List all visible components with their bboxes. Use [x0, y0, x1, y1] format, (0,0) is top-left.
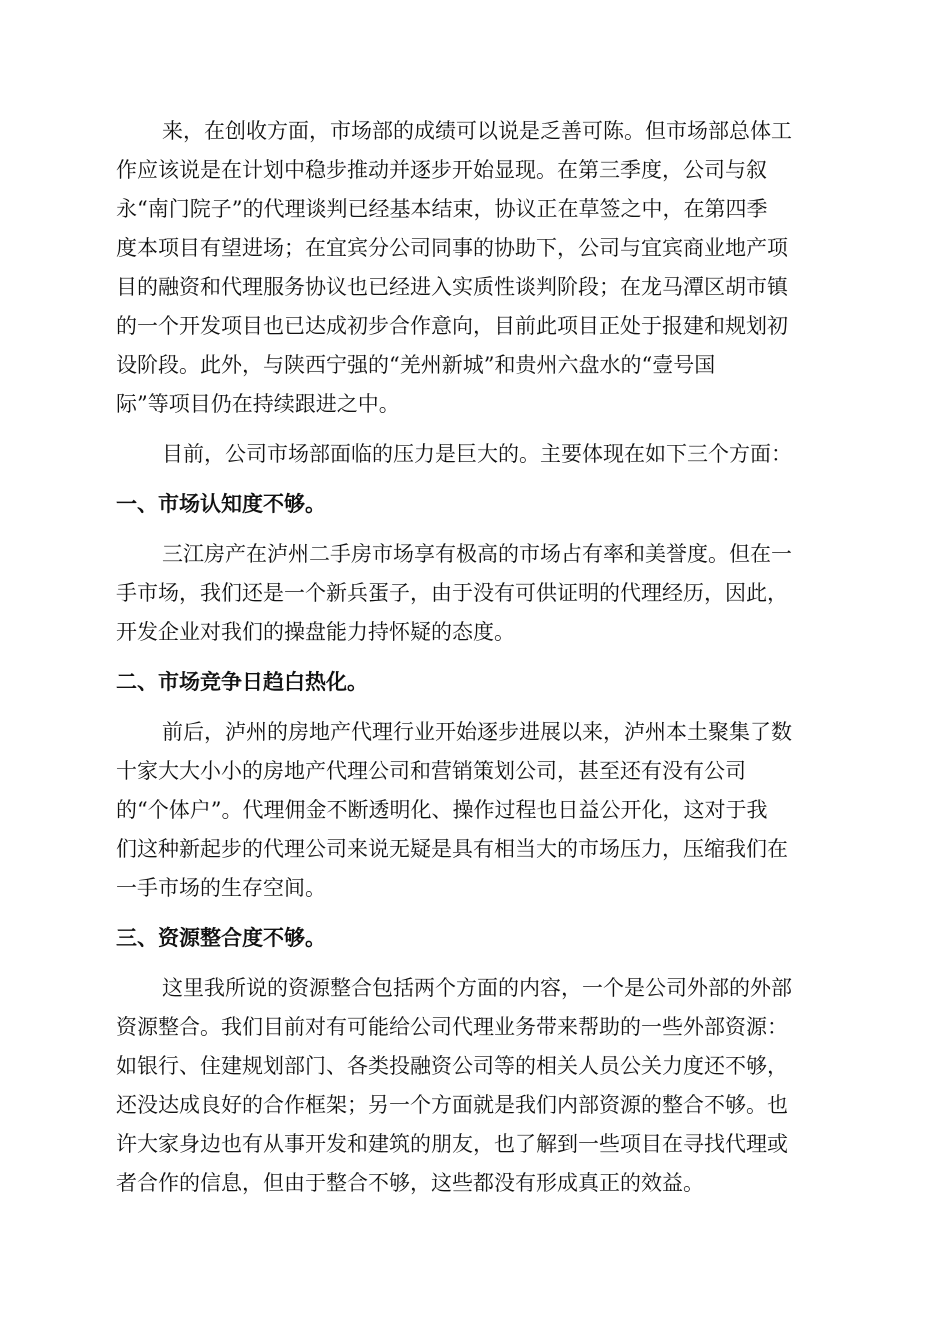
- text-line: 三江房产在泸州二手房市场享有极高的市场占有率和美誉度。但在一: [162, 542, 792, 566]
- text-line: 际”等项目仍在持续跟进之中。: [116, 392, 400, 416]
- text-line: 目的融资和代理服务协议也已经进入实质性谈判阶段；在龙马潭区胡市镇: [116, 275, 788, 299]
- paragraph-pressure: [116, 435, 832, 474]
- text-line: 者合作的信息，但由于整合不够，这些都没有形成真正的效益。: [116, 1171, 704, 1195]
- document-body: [116, 112, 832, 1203]
- text-line: 来，在创收方面，市场部的成绩可以说是乏善可陈。但市场部总体工: [162, 119, 792, 143]
- section-heading-3: 三、资源整合度不够。: [116, 926, 326, 950]
- text-line: 设阶段。此外，与陕西宁强的“羌州新城”和贵州六盘水的“壹号国: [116, 353, 716, 377]
- text-line: 如银行、住建规划部门、各类投融资公司等的相关人员公关力度还不够，: [116, 1054, 788, 1078]
- section-heading-2: 二、市场竞争日趋白热化。: [116, 670, 368, 694]
- text-line: 目前，公司市场部面临的压力是巨大的。主要体现在如下三个方面：: [162, 442, 792, 466]
- section-heading-1: 一、市场认知度不够。: [116, 492, 326, 516]
- text-line: 资源整合。我们目前对有可能给公司代理业务带来帮助的一些外部资源：: [116, 1015, 788, 1039]
- section-paragraph-1: [116, 535, 832, 652]
- text-line: 这里我所说的资源整合包括两个方面的内容，一个是公司外部的外部: [162, 976, 792, 1000]
- text-line: 还没达成良好的合作框架；另一个方面就是我们内部资源的整合不够。也: [116, 1093, 788, 1117]
- text-line: 的“个体户”。代理佣金不断透明化、操作过程也日益公开化，这对于我: [116, 798, 768, 822]
- text-line: 前后，泸州的房地产代理行业开始逐步进展以来，泸州本土聚集了数: [162, 720, 792, 744]
- paragraph-intro: [116, 112, 832, 424]
- section-paragraph-3: [116, 969, 832, 1203]
- text-line: 手市场，我们还是一个新兵蛋子，由于没有可供证明的代理经历，因此，: [116, 581, 788, 605]
- text-line: 度本项目有望进场；在宜宾分公司同事的协助下，公司与宜宾商业地产项: [116, 236, 788, 260]
- text-line: 一手市场的生存空间。: [116, 876, 326, 900]
- text-line: 的一个开发项目也已达成初步合作意向，目前此项目正处于报建和规划初: [116, 314, 788, 338]
- text-line: 许大家身边也有从事开发和建筑的朋友，也了解到一些项目在寻找代理或: [116, 1132, 788, 1156]
- text-line: 开发企业对我们的操盘能力持怀疑的态度。: [116, 620, 515, 644]
- text-line: 十家大大小小的房地产代理公司和营销策划公司，甚至还有没有公司: [116, 759, 746, 783]
- section-paragraph-2: [116, 713, 832, 908]
- text-line: 们这种新起步的代理公司来说无疑是具有相当大的市场压力，压缩我们在: [116, 837, 788, 861]
- text-line: 永“南门院子”的代理谈判已经基本结束，协议正在草签之中，在第四季: [116, 197, 768, 221]
- text-line: 作应该说是在计划中稳步推动并逐步开始显现。在第三季度，公司与叙: [116, 158, 767, 182]
